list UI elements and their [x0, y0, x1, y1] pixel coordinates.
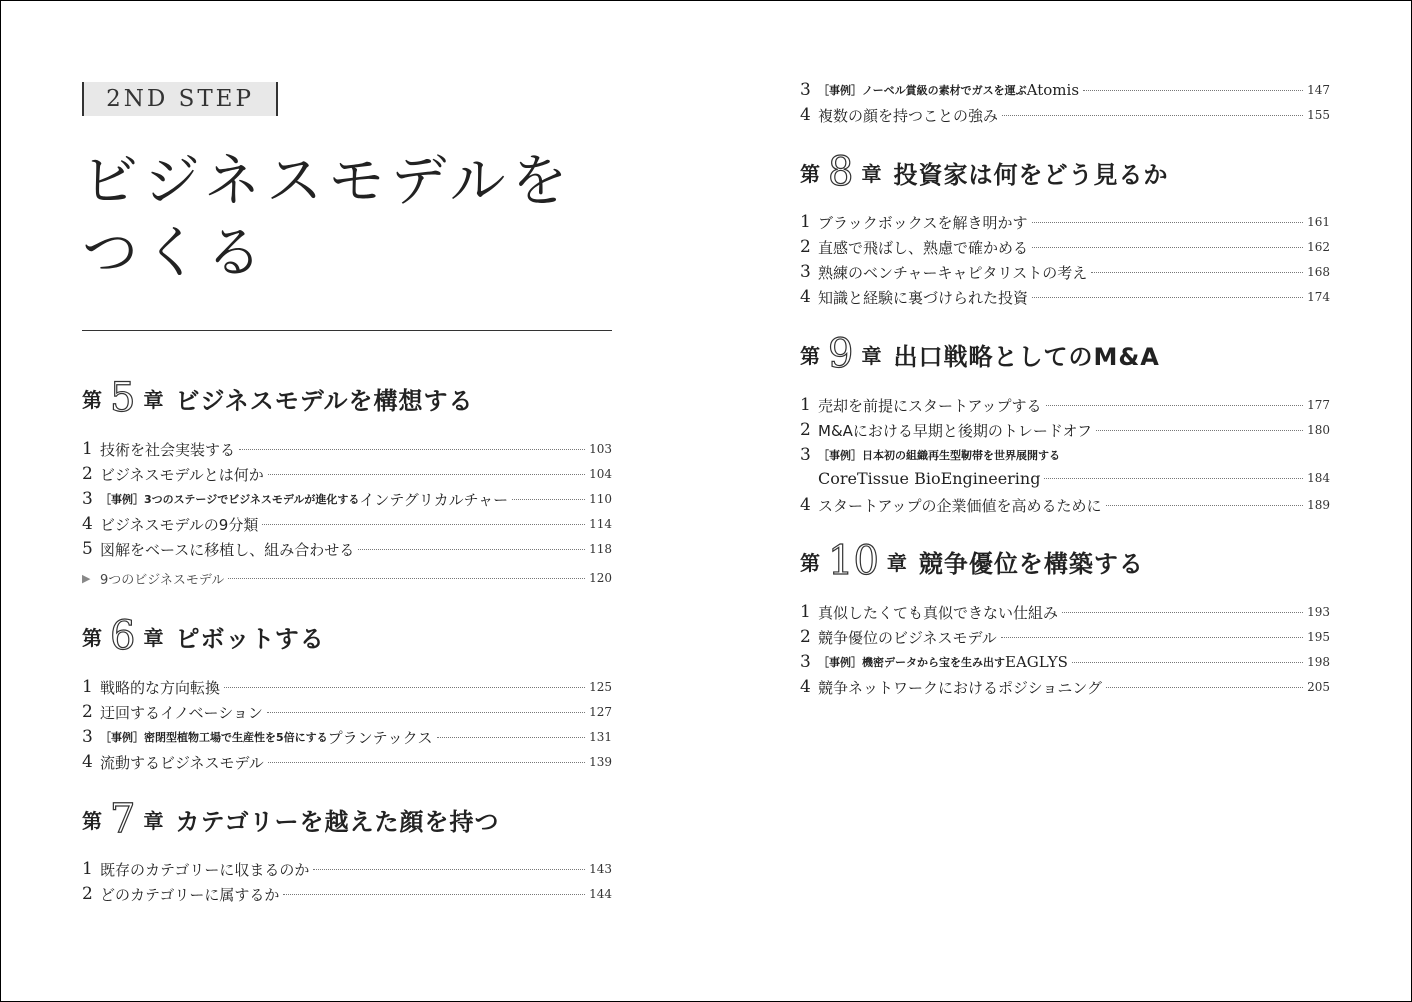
toc-entry[interactable] [800, 676, 1330, 698]
dot-leader [1096, 430, 1303, 431]
entry-label: M&Aにおける早期と後期のトレードオフ [818, 421, 1093, 440]
toc-entry[interactable] [82, 438, 612, 460]
dot-leader [358, 549, 585, 550]
entry-page: 139 [589, 755, 612, 769]
entry-number: 1 [800, 212, 811, 232]
chapter-title: ピボットする [175, 624, 325, 653]
toc-entry[interactable] [800, 626, 1330, 648]
dot-leader [1002, 115, 1303, 116]
chapter-number: 10 [828, 538, 879, 584]
entry-page: 114 [589, 517, 612, 531]
entry-label: Atomis [1026, 81, 1080, 99]
case-tag: ［事例］ノーベル賞級の素材でガスを運ぶ [818, 84, 1027, 97]
chapter-suffix: 章 [143, 387, 164, 412]
case-tag: ［事例］密閉型植物工場で生産性を5倍にする [100, 731, 328, 744]
entry-number: 3 [800, 445, 811, 465]
entry-label: 売却を前提にスタートアップする [818, 396, 1042, 415]
entry-page: 110 [589, 492, 612, 506]
toc-entry[interactable] [82, 858, 612, 880]
entry-label: どのカテゴリーに属するか [100, 885, 280, 904]
entry-label: ビジネスモデルの9分類 [100, 515, 259, 534]
toc-entry[interactable] [800, 104, 1330, 126]
chapter-title: 出口戦略としてのM&A [893, 342, 1160, 371]
entry-page: 180 [1307, 423, 1330, 437]
title-line-1: ビジネスモデルを [82, 149, 574, 214]
entry-number: 1 [800, 395, 811, 415]
entry-number: 1 [82, 859, 93, 879]
chapter-suffix: 章 [886, 550, 907, 575]
toc-entry[interactable] [82, 883, 612, 905]
entry-label: 真似したくても真似できない仕組み [818, 603, 1059, 622]
entry-number: 4 [800, 677, 811, 697]
case-tag: ［事例］日本初の組織再生型靭帯を世界展開する [818, 449, 1060, 462]
entry-page: 168 [1307, 265, 1330, 279]
chapter-number: 9 [828, 331, 854, 377]
entry-page: 103 [589, 442, 612, 456]
entry-page: 198 [1307, 655, 1330, 669]
toc-entry[interactable] [800, 236, 1330, 258]
dot-leader [1032, 247, 1303, 248]
chapter-prefix: 第 [800, 343, 820, 368]
toc-entry[interactable] [82, 513, 612, 535]
chapter-suffix: 章 [143, 808, 164, 833]
entry-label: 技術を社会実装する [100, 440, 236, 459]
entry-number: 4 [800, 105, 811, 125]
toc-entry[interactable] [800, 211, 1330, 233]
entry-number: 4 [800, 495, 811, 515]
entry-number: 2 [82, 702, 93, 722]
toc-entry[interactable] [800, 394, 1330, 416]
entry-label: 直感で飛ばし、熟慮で確かめる [818, 238, 1029, 257]
entry-page: 162 [1307, 240, 1330, 254]
dot-leader [267, 712, 585, 713]
chapter-prefix: 第 [800, 550, 820, 575]
entry-number: 4 [82, 514, 93, 534]
chapter-prefix: 第 [82, 625, 102, 650]
divider [82, 330, 612, 331]
entry-label: 流動するビジネスモデル [100, 753, 264, 772]
chapter-9-heading [800, 331, 1330, 377]
chapter-5-heading [82, 375, 612, 421]
chapter-title: 投資家は何をどう見るか [893, 160, 1169, 189]
entry-label: 競争ネットワークにおけるポジショニング [818, 678, 1103, 697]
chapter-suffix: 章 [861, 343, 882, 368]
entry-number: 5 [82, 539, 93, 559]
toc-entry[interactable] [800, 444, 1330, 466]
entry-page: 161 [1307, 215, 1330, 229]
dot-leader [1072, 662, 1303, 663]
dot-leader [1106, 505, 1304, 506]
toc-entry[interactable] [82, 701, 612, 723]
dot-leader [262, 524, 585, 525]
entry-page: 205 [1307, 680, 1330, 694]
chapter-number: 6 [110, 613, 136, 659]
entry-label: CoreTissue BioEngineering [818, 468, 1041, 488]
triangle-icon: ▶ [82, 571, 91, 585]
entry-number: 2 [800, 237, 811, 257]
entry-number: 3 [800, 652, 811, 672]
dot-leader [268, 474, 585, 475]
entry-number: 1 [82, 677, 93, 697]
entry-number: 2 [800, 420, 811, 440]
entry-page: 144 [589, 887, 612, 901]
dot-leader [224, 687, 585, 688]
entry-page: 193 [1307, 605, 1330, 619]
entry-number: 3 [82, 727, 93, 747]
entry-label: 競争優位のビジネスモデル [818, 628, 997, 647]
entry-page: 174 [1307, 290, 1330, 304]
chapter-prefix: 第 [82, 387, 102, 412]
title-line-2: つくる [82, 221, 268, 286]
dot-leader [239, 449, 585, 450]
chapter-8-heading [800, 149, 1330, 195]
chapter-suffix: 章 [861, 161, 882, 186]
toc-entry[interactable] [800, 494, 1330, 516]
dot-leader [283, 894, 585, 895]
entry-label: 図解をベースに移植し、組み合わせる [100, 540, 355, 559]
toc-entry[interactable] [82, 463, 612, 485]
dot-leader [228, 578, 585, 579]
entry-number: 2 [82, 884, 93, 904]
dot-leader [268, 762, 585, 763]
toc-entry[interactable] [82, 726, 612, 748]
entry-page: 177 [1307, 398, 1330, 412]
entry-number: 3 [82, 489, 93, 509]
dot-leader [1083, 90, 1303, 91]
entry-number: 2 [800, 627, 811, 647]
entry-number: 4 [800, 287, 811, 307]
entry-page: 147 [1307, 83, 1330, 97]
entry-label: ブラックボックスを解き明かす [818, 213, 1028, 232]
toc-entry[interactable] [800, 261, 1330, 283]
chapter-title: ビジネスモデルを構想する [175, 386, 474, 415]
entry-number: 3 [800, 80, 811, 100]
step-label: 2ND STEP [82, 82, 278, 116]
entry-label: インテグリカルチャー [359, 490, 509, 509]
case-tag: ［事例］3つのステージでビジネスモデルが進化する [100, 493, 360, 506]
entry-label: スタートアップの企業価値を高めるために [818, 496, 1102, 515]
chapter-number: 8 [828, 149, 854, 195]
entry-label: 複数の顔を持つことの強み [818, 106, 999, 125]
entry-page: 131 [589, 730, 612, 744]
toc-entry[interactable] [800, 419, 1330, 441]
entry-label: 既存のカテゴリーに収まるのか [100, 860, 310, 879]
dot-leader [1062, 612, 1303, 613]
entry-page: 189 [1307, 498, 1330, 512]
toc-entry[interactable] [82, 538, 612, 560]
entry-page: 184 [1307, 471, 1330, 485]
chapter-6-heading [82, 613, 612, 659]
entry-page: 118 [589, 542, 612, 556]
entry-number: 4 [82, 752, 93, 772]
toc-entry[interactable] [800, 601, 1330, 623]
toc-entry-continuation[interactable] [818, 467, 1330, 489]
entry-label: 戦略的な方向転換 [100, 678, 221, 697]
toc-entry[interactable] [800, 651, 1330, 673]
entry-number: 2 [82, 464, 93, 484]
chapter-prefix: 第 [800, 161, 820, 186]
case-tag: ［事例］機密データから宝を生み出す [818, 656, 1005, 669]
dot-leader [1001, 637, 1303, 638]
entry-page: 125 [589, 680, 612, 694]
chapter-prefix: 第 [82, 808, 102, 833]
dot-leader [313, 869, 585, 870]
chapter-suffix: 章 [143, 625, 164, 650]
entry-page: 155 [1307, 108, 1330, 122]
dot-leader [512, 499, 585, 500]
toc-entry[interactable] [82, 676, 612, 698]
toc-entry[interactable] [82, 488, 612, 510]
chapter-title: 競争優位を構築する [918, 549, 1144, 578]
entry-label: ビジネスモデルとは何か [100, 465, 264, 484]
toc-entry[interactable] [800, 79, 1330, 101]
entry-page: 120 [589, 571, 612, 585]
chapter-number: 5 [110, 375, 136, 421]
dot-leader [1091, 272, 1303, 273]
dot-leader [1044, 478, 1303, 479]
entry-label: EAGLYS [1005, 653, 1068, 671]
entry-page: 143 [589, 862, 612, 876]
dot-leader [1032, 297, 1303, 298]
entry-label: 知識と経験に裏づけられた投資 [818, 288, 1029, 307]
dot-leader [1106, 687, 1303, 688]
entry-number: 3 [800, 262, 811, 282]
entry-page: 104 [589, 467, 612, 481]
dot-leader [1046, 405, 1304, 406]
entry-page: 195 [1307, 630, 1330, 644]
chapter-10-heading [800, 538, 1330, 584]
entry-label: 熟練のベンチャーキャピタリストの考え [818, 263, 1088, 282]
toc-subentry[interactable] [82, 567, 612, 589]
entry-number: 1 [82, 439, 93, 459]
chapter-7-heading [82, 796, 612, 842]
dot-leader [437, 737, 586, 738]
toc-entry[interactable] [82, 751, 612, 773]
dot-leader [1032, 222, 1304, 223]
entry-page: 127 [589, 705, 612, 719]
entry-number: 1 [800, 602, 811, 622]
toc-entry[interactable] [800, 286, 1330, 308]
entry-label: 迂回するイノベーション [100, 703, 263, 722]
chapter-title: カテゴリーを越えた顔を持つ [175, 807, 500, 836]
chapter-number: 7 [110, 796, 136, 842]
page-title [82, 146, 622, 290]
entry-label: 9つのビジネスモデル [100, 572, 225, 588]
entry-label: プランテックス [327, 728, 433, 747]
